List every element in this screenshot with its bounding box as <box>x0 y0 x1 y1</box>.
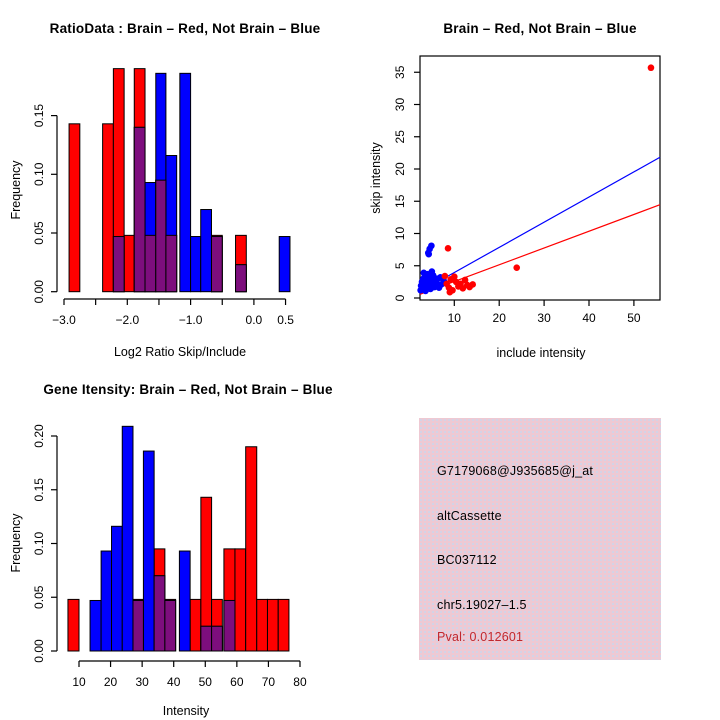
svg-text:35: 35 <box>393 65 407 79</box>
svg-text:15: 15 <box>393 194 407 208</box>
info-line-pvalue: Pval: 0.012601 <box>437 630 524 644</box>
svg-text:0.05: 0.05 <box>32 585 46 609</box>
svg-text:80: 80 <box>293 675 307 689</box>
svg-text:30: 30 <box>393 97 407 112</box>
info-line-locus: chr5.19027–1.5 <box>437 598 527 612</box>
svg-text:0.15: 0.15 <box>32 478 46 502</box>
ratio-histogram-xlabel: Log2 Ratio Skip/Include <box>113 345 247 359</box>
svg-text:0.10: 0.10 <box>32 531 46 556</box>
svg-text:0.0: 0.0 <box>245 313 263 327</box>
svg-text:10: 10 <box>447 311 461 325</box>
svg-text:50: 50 <box>198 675 212 689</box>
svg-text:0.00: 0.00 <box>32 639 46 663</box>
info-line-splice-type: altCassette <box>437 509 502 523</box>
svg-text:20: 20 <box>492 311 506 325</box>
svg-text:50: 50 <box>627 311 641 325</box>
gene-info-box <box>419 418 661 660</box>
svg-text:−1.0: −1.0 <box>178 313 203 327</box>
info-line-probe-id: G7179068@J935685@j_at <box>437 464 594 478</box>
svg-text:70: 70 <box>261 675 276 689</box>
svg-text:−2.0: −2.0 <box>115 313 140 327</box>
svg-text:0.00: 0.00 <box>32 280 46 304</box>
svg-text:0: 0 <box>393 294 407 302</box>
svg-text:10: 10 <box>72 675 86 689</box>
svg-text:−3.0: −3.0 <box>52 313 76 327</box>
svg-text:20: 20 <box>393 162 407 176</box>
scatter-title: Brain – Red, Not Brain – Blue <box>443 21 637 36</box>
svg-text:40: 40 <box>167 675 181 689</box>
ratio-histogram-title: RatioData : Brain – Red, Not Brain – Blue <box>49 21 321 36</box>
svg-text:30: 30 <box>537 311 551 325</box>
svg-text:0.05: 0.05 <box>32 221 46 245</box>
ratio-histogram-ylabel: Frequency <box>9 160 23 220</box>
svg-text:30: 30 <box>135 675 149 689</box>
svg-text:10: 10 <box>393 226 407 241</box>
scatter-xlabel: include intensity <box>496 346 586 360</box>
svg-text:25: 25 <box>393 130 407 144</box>
svg-text:0.5: 0.5 <box>277 313 294 327</box>
svg-text:5: 5 <box>393 262 407 270</box>
svg-text:0.10: 0.10 <box>32 162 46 186</box>
svg-text:20: 20 <box>103 675 118 689</box>
svg-text:0.20: 0.20 <box>32 424 46 448</box>
gene-histogram-title: Gene Itensity: Brain – Red, Not Brain – Blue <box>43 382 333 397</box>
svg-text:60: 60 <box>230 675 244 689</box>
svg-text:40: 40 <box>582 311 596 325</box>
svg-text:0.15: 0.15 <box>32 103 46 128</box>
info-line-accession: BC037112 <box>437 553 497 567</box>
gene-histogram-xlabel: Intensity <box>162 704 210 718</box>
scatter-ylabel: skip intensity <box>369 142 383 214</box>
gene-histogram-ylabel: Frequency <box>9 513 23 573</box>
